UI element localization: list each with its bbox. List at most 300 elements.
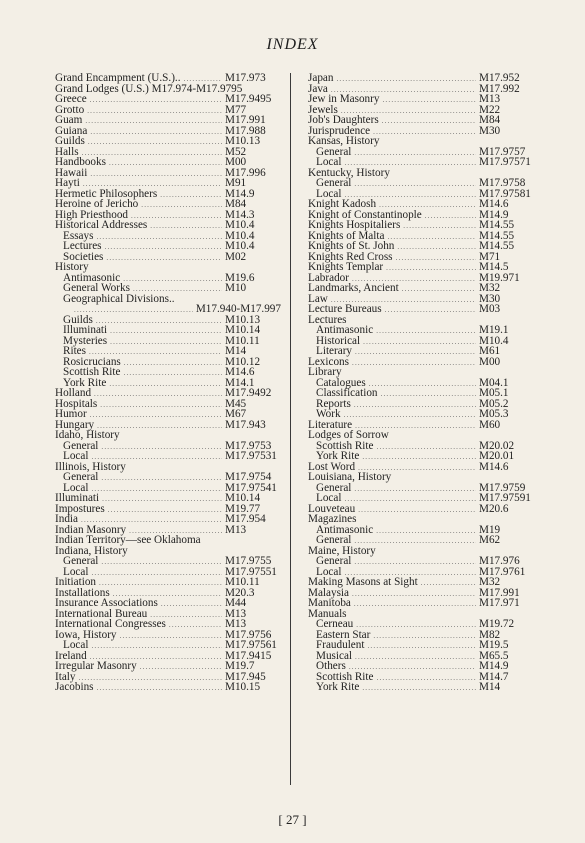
dot-leader bbox=[367, 641, 476, 652]
index-entry bbox=[308, 346, 535, 357]
index-entry-label: Illuminati bbox=[55, 492, 100, 504]
index-entry-reference: M17.988 bbox=[225, 124, 266, 137]
index-entry bbox=[308, 325, 535, 336]
index-entry bbox=[308, 409, 535, 420]
index-entry bbox=[308, 556, 535, 567]
dot-leader bbox=[108, 505, 222, 516]
index-entry bbox=[308, 619, 535, 630]
index-entry-label: Local bbox=[63, 565, 89, 578]
index-entry bbox=[55, 199, 281, 210]
index-entry-reference: M10.11 bbox=[225, 576, 260, 588]
index-entry-reference: M17.97541 bbox=[225, 481, 277, 494]
index-entry-label: Louveteau bbox=[308, 502, 356, 515]
index-entry-label: Holland bbox=[55, 387, 92, 399]
index-entry-label: Law bbox=[308, 292, 328, 305]
dot-leader bbox=[352, 589, 476, 600]
index-entry-label: Ireland bbox=[55, 649, 87, 662]
index-entry-label: Local bbox=[63, 450, 89, 462]
index-entry bbox=[308, 115, 535, 126]
index-entry-reference: M44 bbox=[225, 597, 247, 609]
index-entry-label: Literary bbox=[316, 345, 353, 357]
dot-leader bbox=[109, 379, 222, 390]
index-entry-reference: M13 bbox=[225, 523, 247, 536]
dot-leader bbox=[110, 337, 222, 348]
index-entry-reference: M17.9758 bbox=[479, 177, 526, 189]
dot-leader bbox=[94, 389, 222, 400]
index-entry bbox=[55, 619, 281, 630]
dot-leader bbox=[354, 599, 476, 610]
index-entry-reference: M17.97551 bbox=[225, 565, 277, 578]
index-entry-label: Indian Masonry bbox=[55, 523, 127, 536]
dot-leader bbox=[90, 127, 222, 138]
dot-leader bbox=[387, 232, 476, 243]
dot-leader bbox=[101, 442, 222, 453]
index-entry-label: Local bbox=[63, 481, 89, 494]
index-entry-reference: M19.5 bbox=[479, 639, 509, 651]
index-entry-reference: M77 bbox=[225, 103, 247, 116]
index-entry-reference: M10.4 bbox=[225, 219, 255, 231]
index-entry-reference: M00 bbox=[479, 355, 501, 368]
index-entry-label: Lecture Bureaus bbox=[308, 303, 382, 315]
dot-leader bbox=[88, 137, 222, 148]
index-entry-reference: M30 bbox=[479, 124, 501, 137]
index-entry bbox=[308, 472, 535, 483]
index-entry bbox=[308, 640, 535, 651]
index-entry-label: Jew in Masonry bbox=[308, 93, 380, 105]
index-entry-reference: M19.6 bbox=[225, 271, 255, 284]
index-entry bbox=[55, 661, 281, 672]
index-entry-label: Knights Red Cross bbox=[308, 250, 393, 263]
index-entry-reference: M19.1 bbox=[479, 324, 509, 336]
index-entry-label: Humor bbox=[55, 408, 87, 420]
index-entry bbox=[55, 514, 281, 525]
index-entry-reference: M17.97531 bbox=[225, 450, 277, 462]
dot-leader bbox=[87, 106, 222, 117]
index-entry-reference: M45 bbox=[225, 397, 247, 410]
index-entry-reference: M17.97561 bbox=[225, 639, 277, 651]
dot-leader bbox=[354, 557, 476, 568]
index-entry-label: Insurance Associations bbox=[55, 597, 158, 609]
index-entry-reference: M65.5 bbox=[479, 649, 509, 662]
index-entry-reference: M17.97591 bbox=[479, 492, 531, 504]
index-entry-reference: M20.6 bbox=[479, 502, 509, 515]
index-entry-label: General bbox=[316, 145, 352, 158]
index-entry-label: Grotto bbox=[55, 103, 85, 116]
index-entry bbox=[55, 115, 281, 126]
index-entry bbox=[308, 178, 535, 189]
index-entry-reference: M30 bbox=[479, 292, 501, 305]
index-entry bbox=[55, 157, 281, 168]
index-entry-reference: M14.3 bbox=[225, 208, 255, 221]
dot-leader bbox=[402, 284, 476, 295]
index-entry-label: Work bbox=[316, 408, 341, 420]
index-entry-label: Hermetic Philosophers bbox=[55, 187, 158, 200]
index-entry-label: General bbox=[63, 555, 99, 567]
dot-leader bbox=[120, 631, 222, 642]
index-entry-label: Lexicons bbox=[308, 355, 350, 368]
index-entry-label: Historical Addresses bbox=[55, 219, 148, 231]
index-entry bbox=[55, 220, 281, 231]
index-entry-reference: M32 bbox=[479, 282, 501, 294]
index-entry bbox=[308, 493, 535, 504]
dot-leader bbox=[106, 253, 222, 264]
index-entry-reference: M17.9495 bbox=[225, 93, 272, 105]
index-entry-reference: M17.945 bbox=[225, 670, 266, 683]
page-number: [ 27 ] bbox=[278, 812, 307, 827]
index-entry-label: General Works bbox=[63, 282, 130, 294]
index-entry-reference: M17.940-M17.997 bbox=[195, 303, 281, 315]
index-entry bbox=[308, 357, 535, 368]
index-entry bbox=[55, 598, 281, 609]
column-divider bbox=[290, 73, 291, 785]
index-entry bbox=[55, 262, 281, 273]
index-entry bbox=[55, 535, 281, 546]
index-entry-label: York Rite bbox=[316, 450, 360, 462]
index-entry-label: Antimasonic bbox=[316, 324, 374, 336]
index-entry-label: Jurisprudence bbox=[308, 124, 371, 137]
index-entry-label: Societies bbox=[63, 250, 104, 263]
index-entry-label: Hayti bbox=[55, 177, 80, 189]
index-entry-reference: M13 bbox=[225, 618, 247, 630]
index-entry-label: General bbox=[316, 534, 352, 546]
index-entry bbox=[308, 220, 535, 231]
index-entry-reference: M60 bbox=[479, 418, 501, 431]
index-entry bbox=[55, 556, 281, 567]
index-entry-label: Heroine of Jericho bbox=[55, 198, 139, 210]
index-entry-reference: M17.996 bbox=[225, 166, 266, 179]
dot-leader bbox=[344, 494, 476, 505]
index-entry bbox=[308, 661, 535, 672]
index-entry-label: Classification bbox=[316, 387, 378, 399]
index-entry-reference: M17.971 bbox=[479, 597, 520, 609]
index-entry-reference: M17.973 bbox=[225, 72, 266, 84]
index-entry-reference: M17.9415 bbox=[225, 649, 272, 662]
index-entry-reference: M22 bbox=[479, 103, 501, 116]
dot-leader bbox=[90, 95, 222, 106]
index-entry-reference: M84 bbox=[225, 198, 247, 210]
index-entry-label: Cerneau bbox=[316, 618, 354, 630]
dot-leader bbox=[386, 263, 476, 274]
index-entry-label: General bbox=[316, 555, 352, 567]
dot-leader bbox=[140, 662, 222, 673]
index-entry-label: Manitoba bbox=[308, 597, 351, 609]
index-entry-label: Lost Word bbox=[308, 460, 356, 473]
index-entry-label: Idaho, History bbox=[55, 429, 120, 441]
index-entry-reference: M71 bbox=[479, 250, 501, 263]
index-entry-label: General bbox=[63, 439, 99, 452]
index-entry-reference: M82 bbox=[479, 628, 501, 641]
index-entry bbox=[55, 283, 281, 294]
dot-leader bbox=[99, 578, 222, 589]
index-entry bbox=[308, 430, 535, 441]
index-entry-reference: M17.991 bbox=[479, 586, 520, 599]
index-entry-label: Irregular Masonry bbox=[55, 660, 137, 672]
dot-leader bbox=[355, 347, 476, 358]
dot-leader bbox=[336, 74, 476, 85]
index-entry bbox=[308, 304, 535, 315]
index-entry-label: Musical bbox=[316, 649, 353, 662]
index-entry-label: Eastern Star bbox=[316, 628, 371, 641]
index-entry-label: Others bbox=[316, 660, 346, 672]
index-entry-label: Hungary bbox=[55, 418, 95, 431]
index-entry-label: International Congresses bbox=[55, 618, 166, 630]
dot-leader bbox=[352, 358, 476, 369]
index-entry-label: Local bbox=[316, 565, 342, 578]
index-entry-reference: M17.97581 bbox=[479, 187, 531, 200]
index-entry-reference: M17.954 bbox=[225, 513, 266, 525]
index-entry-reference: M17.976 bbox=[479, 555, 520, 567]
index-entry-label: Initiation bbox=[55, 576, 97, 588]
index-entry-label: Grand Encampment (U.S.).. bbox=[55, 72, 181, 84]
index-entry-label: Greece bbox=[55, 93, 87, 105]
index-entry-label: Kentucky, History bbox=[308, 166, 390, 179]
index-entry-label: Rites bbox=[63, 345, 86, 357]
dot-leader bbox=[79, 673, 222, 684]
index-entry-label: Illuminati bbox=[63, 324, 108, 336]
dot-leader bbox=[141, 200, 222, 211]
index-entry-reference: M14.9 bbox=[225, 187, 255, 200]
index-entry-label: Indiana, History bbox=[55, 544, 128, 557]
dot-leader bbox=[373, 631, 476, 642]
index-entry-label: Lodges of Sorrow bbox=[308, 429, 389, 441]
index-entry-label: Reports bbox=[316, 397, 351, 410]
index-entry bbox=[55, 168, 281, 179]
dot-leader bbox=[91, 568, 222, 579]
index-entry-label: Guilds bbox=[63, 313, 93, 326]
dot-leader bbox=[110, 326, 222, 337]
index-entry-reference: M14.5 bbox=[479, 261, 509, 273]
index-entry-label: Rosicrucians bbox=[63, 355, 121, 368]
index-entry bbox=[308, 241, 535, 252]
index-entry bbox=[308, 367, 535, 378]
dot-leader bbox=[97, 683, 222, 694]
index-entry-reference: M14.9 bbox=[479, 660, 509, 672]
dot-leader bbox=[160, 190, 222, 201]
index-entry bbox=[308, 577, 535, 588]
index-entry-reference: M61 bbox=[479, 345, 501, 357]
index-entry-label: Mysteries bbox=[63, 334, 108, 347]
index-entry-label: Jewels bbox=[308, 103, 338, 116]
index-entry-reference: M02 bbox=[225, 250, 247, 263]
index-entry-reference: M91 bbox=[225, 177, 247, 189]
dot-leader bbox=[124, 358, 222, 369]
index-entry-reference: M14.7 bbox=[479, 670, 509, 683]
index-entry bbox=[308, 199, 535, 210]
dot-leader bbox=[354, 484, 476, 495]
index-entry bbox=[308, 682, 535, 693]
index-entry bbox=[308, 94, 535, 105]
index-entry-reference: M14 bbox=[225, 345, 247, 357]
dot-leader bbox=[421, 578, 476, 589]
dot-leader bbox=[377, 673, 477, 684]
index-entry-label: Scottish Rite bbox=[63, 366, 121, 378]
dot-leader bbox=[354, 148, 476, 159]
dot-leader bbox=[362, 683, 476, 694]
index-entry-label: Knight Kadosh bbox=[308, 198, 377, 210]
index-entry-reference: M17.9492 bbox=[225, 387, 272, 399]
dot-leader bbox=[123, 274, 222, 285]
index-entry-reference: M10.4 bbox=[225, 229, 255, 242]
index-entry-reference: M14.55 bbox=[479, 219, 515, 231]
dot-leader bbox=[376, 326, 476, 337]
dot-leader bbox=[382, 95, 476, 106]
index-entry-reference: M19.971 bbox=[479, 271, 520, 284]
index-entry-reference: M84 bbox=[479, 114, 501, 126]
index-entry-label: Hospitals bbox=[55, 397, 98, 410]
index-entry-label: Knights of St. John bbox=[308, 240, 395, 252]
index-entry-reference: M03 bbox=[479, 303, 501, 315]
index-entry bbox=[55, 430, 281, 441]
index-entry-reference: M17.9754 bbox=[225, 471, 272, 483]
index-entry-label: Local bbox=[316, 156, 342, 168]
dot-leader bbox=[373, 127, 476, 138]
dot-leader bbox=[85, 116, 222, 127]
index-entry-reference: M17.9756 bbox=[225, 628, 272, 641]
index-entry bbox=[308, 514, 535, 525]
index-entry bbox=[55, 73, 281, 84]
index-entry-label: Literature bbox=[308, 418, 353, 431]
index-entry-reference: M20.02 bbox=[479, 439, 515, 452]
index-entry-label: Essays bbox=[63, 229, 94, 242]
index-entry bbox=[308, 157, 535, 168]
dot-leader bbox=[358, 505, 476, 516]
index-entry-reference: M13 bbox=[225, 607, 247, 620]
index-entry-reference: M17.943 bbox=[225, 418, 266, 431]
dot-leader bbox=[90, 410, 222, 421]
dot-leader bbox=[124, 368, 223, 379]
index-entry-label: Malaysia bbox=[308, 586, 350, 599]
index-entry-label: Making Masons at Sight bbox=[308, 576, 418, 588]
index-entry-label: Knights of Malta bbox=[308, 229, 385, 242]
index-entry bbox=[308, 535, 535, 546]
index-entry-reference: M14.55 bbox=[479, 240, 515, 252]
dot-leader bbox=[377, 442, 477, 453]
index-entry-label: Hawaii bbox=[55, 166, 88, 179]
index-entry bbox=[308, 598, 535, 609]
index-entry-label: High Priesthood bbox=[55, 208, 129, 221]
index-entry bbox=[308, 451, 535, 462]
index-entry-reference: M05.1 bbox=[479, 387, 509, 399]
index-entry bbox=[55, 682, 281, 693]
index-entry-reference: M19.72 bbox=[479, 618, 515, 630]
index-entry bbox=[308, 73, 535, 84]
index-entry-label: Job's Daughters bbox=[308, 114, 379, 126]
index-entry bbox=[55, 640, 281, 651]
index-entry-label: Installations bbox=[55, 586, 110, 599]
index-entry-label: General bbox=[63, 471, 99, 483]
dot-leader bbox=[96, 316, 222, 327]
index-entry-label: Italy bbox=[55, 670, 76, 683]
index-entry-label: Handbooks bbox=[55, 156, 106, 168]
index-entry-label: Library bbox=[308, 366, 342, 378]
index-entry-reference: M20.3 bbox=[225, 586, 255, 599]
index-entry-reference: M17.992 bbox=[479, 82, 520, 95]
dot-leader bbox=[396, 253, 476, 264]
dot-leader bbox=[403, 221, 476, 232]
dot-leader bbox=[344, 410, 476, 421]
index-entry-reference: M14.6 bbox=[479, 198, 509, 210]
index-entry-label: Guiana bbox=[55, 124, 88, 137]
index-entry-label: Maine, History bbox=[308, 544, 376, 557]
index-entry-reference: M05.2 bbox=[479, 397, 509, 410]
index-entry bbox=[55, 346, 281, 357]
index-entry-label: Fraudulent bbox=[316, 639, 365, 651]
index-entry-label: Java bbox=[308, 82, 328, 95]
index-entry-reference: M19.77 bbox=[225, 502, 261, 515]
index-entry-label: Jacobins bbox=[55, 681, 94, 693]
index-entry-label: Historical bbox=[316, 334, 361, 347]
index-entry-label: Indian Territory—see Oklahoma bbox=[55, 534, 201, 546]
dot-leader bbox=[100, 400, 222, 411]
index-entry-label: International Bureau bbox=[55, 607, 148, 620]
index-entry-reference: M13 bbox=[479, 93, 501, 105]
dot-leader bbox=[101, 473, 222, 484]
index-entry bbox=[308, 262, 535, 273]
index-entry-reference: M14 bbox=[479, 681, 501, 693]
index-entry-label: Iowa, History bbox=[55, 628, 117, 641]
index-left-column bbox=[55, 73, 281, 693]
index-entry-reference: M10 bbox=[225, 282, 247, 294]
index-entry-label: Illinois, History bbox=[55, 460, 126, 473]
index-entry-reference: M10.4 bbox=[479, 334, 509, 347]
index-entry-label: York Rite bbox=[316, 681, 360, 693]
index-entry-reference: M00 bbox=[225, 156, 247, 168]
index-entry-label: Halls bbox=[55, 145, 79, 158]
index-entry-label: History bbox=[55, 261, 89, 273]
index-entry-reference: M10.4 bbox=[225, 240, 255, 252]
index-entry-reference: M17.97571 bbox=[479, 156, 531, 168]
index-entry-reference: M10.12 bbox=[225, 355, 261, 368]
index-entry-reference: M17.9759 bbox=[479, 481, 526, 494]
dot-leader bbox=[109, 158, 222, 169]
index-entry-label: Louisiana, History bbox=[308, 471, 392, 483]
index-entry-reference: M10.13 bbox=[225, 313, 261, 326]
index-entry-label: Local bbox=[316, 187, 342, 200]
index-entry-reference: M62 bbox=[479, 534, 501, 546]
index-entry bbox=[55, 388, 281, 399]
index-entry-label: Grand Lodges (U.S.) M17.974-M17.9795 bbox=[55, 82, 243, 95]
index-entry-reference: M17.9757 bbox=[479, 145, 526, 158]
index-entry-label: Knight of Constantinople bbox=[308, 208, 422, 221]
index-entry-reference: M17.9761 bbox=[479, 565, 526, 578]
index-entry bbox=[55, 178, 281, 189]
dot-leader bbox=[161, 599, 222, 610]
dot-leader bbox=[355, 652, 476, 663]
index-entry-label: Lectures bbox=[308, 313, 347, 326]
dot-leader bbox=[397, 242, 476, 253]
index-entry-reference: M14.6 bbox=[479, 460, 509, 473]
index-entry bbox=[55, 94, 281, 105]
index-entry bbox=[55, 399, 281, 410]
index-entry bbox=[55, 577, 281, 588]
index-entry-label: Kansas, History bbox=[308, 135, 380, 147]
index-entry-label: Guilds bbox=[55, 135, 85, 147]
index-entry-reference: M14.9 bbox=[479, 208, 509, 221]
index-entry bbox=[55, 493, 281, 504]
index-entry bbox=[55, 451, 281, 462]
index-entry-label: Japan bbox=[308, 72, 334, 84]
dot-leader bbox=[150, 221, 222, 232]
page-title: INDEX bbox=[266, 36, 319, 53]
index-entry bbox=[55, 241, 281, 252]
index-entry-label: Local bbox=[316, 492, 342, 504]
index-entry-reference: M17.952 bbox=[479, 72, 520, 84]
dot-leader bbox=[376, 526, 476, 537]
index-entry-reference: M14.1 bbox=[225, 376, 255, 389]
dot-leader bbox=[425, 211, 476, 222]
index-entry-label: Scottish Rite bbox=[316, 439, 374, 452]
index-entry-reference: M52 bbox=[225, 145, 247, 158]
